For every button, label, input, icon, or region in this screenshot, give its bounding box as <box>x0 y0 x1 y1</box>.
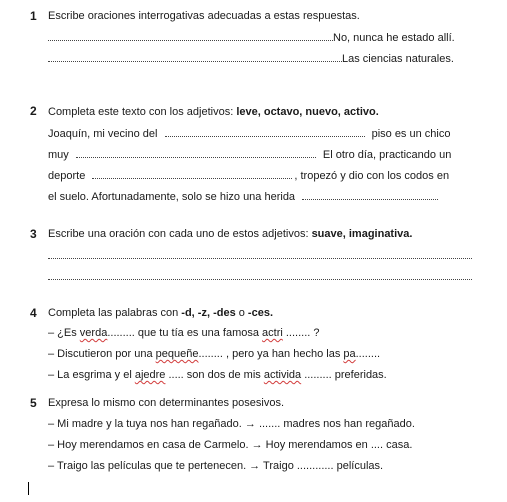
exercise-1-answer-line-1[interactable] <box>48 31 455 44</box>
text-segment: muy <box>48 149 69 161</box>
exercise-3-blank-line-2[interactable] <box>48 270 472 283</box>
answer-text: Las ciencias naturales. <box>342 53 454 65</box>
incomplete-word[interactable]: actri <box>262 327 283 339</box>
incomplete-word[interactable]: pequeñe <box>155 348 199 360</box>
instruction-text: Escribe una oración con cada uno de estos adjetivos: <box>48 228 312 240</box>
blank-line[interactable] <box>48 52 342 62</box>
answer-text: No, nunca he estado allí. <box>333 32 455 44</box>
exercise-2-instruction <box>48 106 379 118</box>
exercise-3-blank-line-1[interactable] <box>48 249 472 262</box>
blank-line[interactable] <box>165 127 365 137</box>
exercise-4-number: 4 <box>30 306 37 320</box>
blank-line[interactable] <box>48 249 472 259</box>
instruction-adjectives: leve, octavo, nuevo, activo. <box>236 106 379 118</box>
text-segment: deporte <box>48 170 86 182</box>
exercise-2-line-2 <box>48 148 451 161</box>
exercise-4-line-3 <box>48 369 387 381</box>
text-segment: – ¿Es <box>48 327 80 339</box>
exercise-3-number: 3 <box>30 227 37 241</box>
blank-line[interactable] <box>48 31 333 41</box>
text-segment: – La esgrima y el <box>48 369 135 381</box>
incomplete-word[interactable]: pa <box>343 348 356 360</box>
exercise-2-line-3 <box>48 169 449 182</box>
text-segment: ........ ? <box>282 327 320 339</box>
text-segment: Joaquín, mi vecino del <box>48 128 158 140</box>
exercise-2-line-1 <box>48 127 450 140</box>
text-segment: – Discutieron por una <box>48 348 156 360</box>
exercise-1-answer-line-2[interactable] <box>48 52 454 65</box>
text-segment: ..... son dos de mis <box>165 369 264 381</box>
text-segment: ........ , pero ya han hecho las <box>198 348 344 360</box>
instruction-suffixes: -d, -z, -des <box>181 307 236 319</box>
incomplete-word[interactable]: ajedre <box>134 369 166 381</box>
exercise-4-line-1 <box>48 327 320 339</box>
blank-line[interactable] <box>76 148 316 158</box>
exercise-4-instruction <box>48 307 273 319</box>
text-segment: ......... preferidas. <box>301 369 387 381</box>
exercise-2-line-4 <box>48 190 438 203</box>
text-segment: piso es un chico <box>371 128 451 140</box>
blank-line[interactable] <box>48 270 472 280</box>
text-segment: el suelo. Afortunadamente, solo se hizo una herida <box>48 191 296 203</box>
text-segment: El otro día, practicando un <box>322 149 452 161</box>
text-segment: , tropezó y dio con los codos en <box>294 170 450 182</box>
exercise-5-line-1: – Mi madre y la tuya nos han regañado. → ....... madres nos han regañado. <box>48 418 415 430</box>
exercise-2-number: 2 <box>30 104 37 118</box>
text-segment: ........ <box>355 348 381 360</box>
exercise-5-line-2: – Hoy merendamos en casa de Carmelo. → Hoy merendamos en .... casa. <box>48 439 413 451</box>
exercise-3-instruction <box>48 228 412 240</box>
blank-line[interactable] <box>92 169 292 179</box>
instruction-text: o <box>235 307 248 319</box>
instruction-text: Completa las palabras con <box>48 307 182 319</box>
exercise-1-number: 1 <box>30 9 37 23</box>
incomplete-word[interactable]: activida <box>263 369 302 381</box>
incomplete-word[interactable]: verda <box>79 327 108 339</box>
blank-line[interactable] <box>302 190 438 200</box>
instruction-adjectives: suave, imaginativa. <box>311 228 413 240</box>
exercise-4-line-2 <box>48 348 380 360</box>
instruction-text: Completa este texto con los adjetivos: <box>48 106 237 118</box>
exercise-1-instruction: Escribe oraciones interrogativas adecuadas a estas respuestas. <box>48 10 360 22</box>
exercise-5-number: 5 <box>30 396 37 410</box>
exercise-5-instruction: Expresa lo mismo con determinantes posesivos. <box>48 397 284 409</box>
instruction-suffix: -ces. <box>247 307 273 319</box>
text-cursor <box>28 482 29 495</box>
exercise-5-line-3: – Traigo las películas que te pertenecen. → Traigo ............ películas. <box>48 460 384 472</box>
text-segment: ......... que tu tía es una famosa <box>107 327 263 339</box>
